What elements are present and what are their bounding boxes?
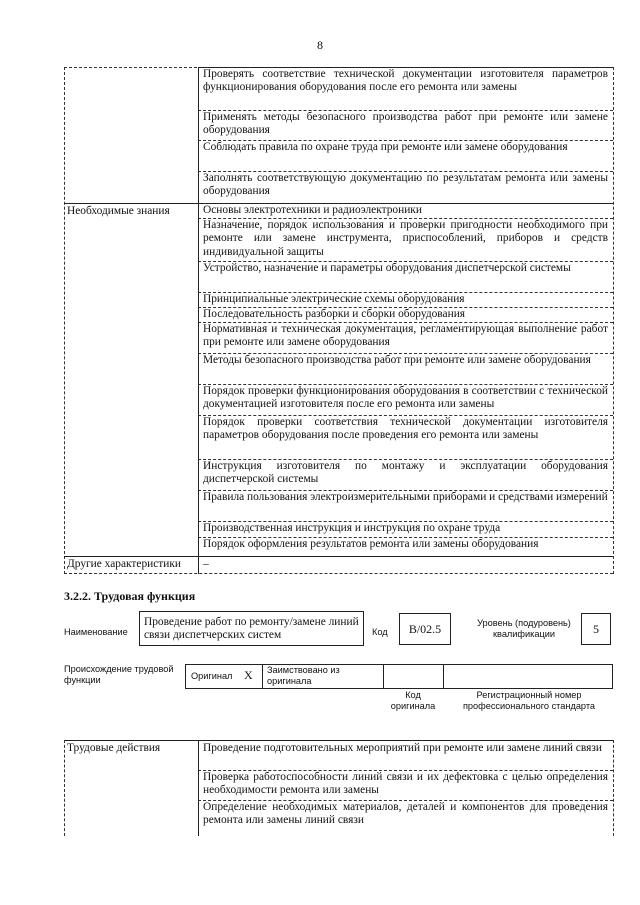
table-row: Проверять соответствие технической документации изготовителя параметров функционирования оборудования после его ремонта или замены bbox=[203, 68, 608, 94]
table-row: Применять методы безопасного производства работ при ремонте или замене оборудования bbox=[203, 111, 608, 137]
table-row: Нормативная и техническая документация, регламентирующая выполнение работ при ремонте или замене оборудования bbox=[203, 323, 608, 349]
section-title: 3.2.2. Трудовая функция bbox=[64, 589, 196, 603]
origin-reg-caption: Регистрационный номер профессионального стандарта bbox=[462, 690, 596, 711]
table-row: Соблюдать правила по охране труда при ремонте или замене оборудования bbox=[203, 141, 568, 153]
table-right-border bbox=[613, 67, 614, 574]
table-row: Назначение, порядок использования и проверки пригодности необходимого при ремонте или замене инструмента, приспособлений, приборов и средств индивидуальной защиты bbox=[203, 219, 608, 258]
other-label: Другие характеристики bbox=[67, 558, 182, 570]
table-row: Заполнять соответствующую документацию по результатам ремонта или замены оборудования bbox=[203, 172, 608, 198]
origin-borrowed: Заимствовано из оригинала bbox=[267, 665, 340, 686]
table-row: Принципиальные электрические схемы оборудования bbox=[203, 293, 465, 305]
table-row: Производственная инструкция и инструкция по охране труда bbox=[203, 522, 501, 534]
labor-actions-label: Трудовые действия bbox=[67, 742, 161, 754]
level-box bbox=[581, 613, 611, 645]
knowledge-label: Необходимые знания bbox=[67, 205, 170, 217]
table-row: Проверка работоспособности линий связи и их дефектовка с целью определения необходимости ремонта или замены bbox=[203, 771, 608, 797]
other-value: – bbox=[203, 558, 209, 570]
code-value: B/02.5 bbox=[408, 622, 442, 636]
code-label: Код bbox=[372, 627, 388, 637]
table-row: Проведение подготовительных мероприятий при ремонте или замене линий связи bbox=[203, 742, 602, 754]
table-row: Последовательность разборки и сборки оборудования bbox=[203, 308, 466, 320]
table-row: Методы безопасного производства работ при ремонте или замене оборудования bbox=[203, 354, 591, 366]
code-box bbox=[399, 613, 451, 645]
table-column-divider bbox=[198, 67, 199, 574]
name-value: Проведение работ по ремонту/замене линий связи диспетчерских систем bbox=[144, 616, 359, 642]
origin-original: Оригинал bbox=[191, 671, 233, 681]
table-left-border bbox=[64, 67, 65, 574]
table-top-left-border bbox=[64, 67, 197, 68]
name-box bbox=[139, 611, 364, 646]
table-row: Устройство, назначение и параметры оборудования диспетчерской системы bbox=[203, 262, 571, 274]
table-row: Правила пользования электроизмерительными приборами и средствами измерений bbox=[203, 491, 608, 503]
level-value: 5 bbox=[593, 622, 599, 636]
table-top-border bbox=[64, 740, 613, 741]
table-row: Порядок проверки соответствия технической документации изготовителя параметров оборудования после проведения его ремонта или замены bbox=[203, 416, 608, 442]
origin-code-caption: Код оригинала bbox=[390, 690, 436, 711]
origin-mark: X bbox=[244, 668, 253, 682]
table-row: Порядок оформления результатов ремонта или замены оборудования bbox=[203, 538, 539, 550]
table-row: Определение необходимых материалов, деталей и компонентов для проведения ремонта или замены линий связи bbox=[203, 801, 608, 827]
name-label: Наименование bbox=[64, 627, 128, 637]
table-row: Основы электротехники и радиоэлектроники bbox=[203, 204, 422, 216]
table-row: Порядок проверки функционирования оборудования в соответствии с технической документацией изготовителя после его ремонта или замены bbox=[203, 385, 608, 411]
table-row: Инструкция изготовителя по монтажу и эксплуатации оборудования диспетчерской системы bbox=[203, 460, 608, 486]
page-number: 8 bbox=[317, 38, 323, 52]
origin-label: Происхождение трудовой функции bbox=[64, 664, 174, 685]
level-label: Уровень (подуровень) квалификации bbox=[477, 618, 571, 639]
